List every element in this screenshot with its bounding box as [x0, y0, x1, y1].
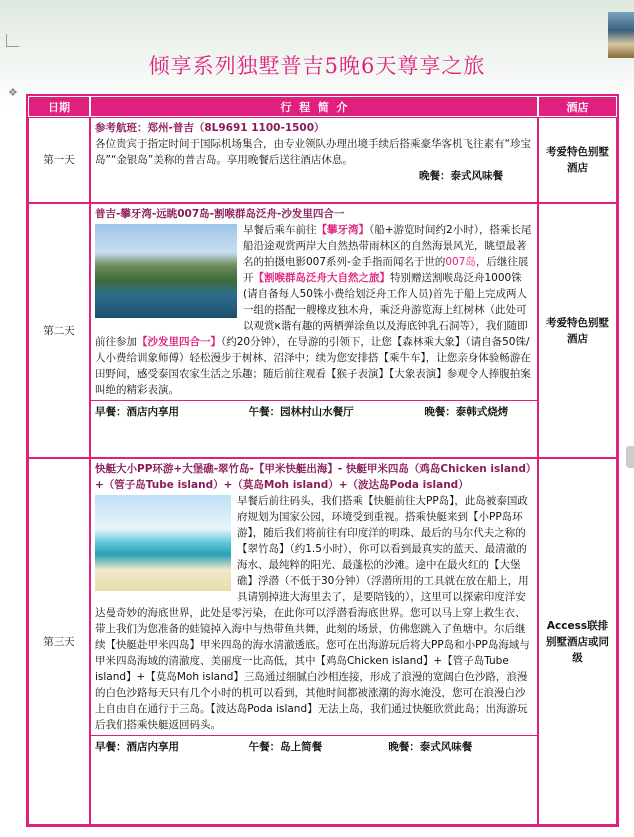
table-header-row — [28, 96, 617, 117]
corner-crop-mark — [6, 34, 19, 47]
column-header-day: 日期 — [28, 96, 90, 117]
day-itinerary — [90, 458, 538, 825]
breakfast: 早餐：酒店内享用 — [95, 406, 179, 418]
column-header-itinerary: 行 程 简 介 — [90, 96, 538, 117]
day-description: 早餐后前往码头，我们搭乘【快艇前往大PP岛】，此岛被泰国政府规划为国家公园，环境受到重视。搭乘快艇来到【小PP岛环游】，随后我们将前往有印度洋的明珠、最后的马尔代夫之称的【翠竹岛】（约1.5小时），你可以看到最真实的蓝天、最清澈的海水、最纯粹的阳光、最蓬松的沙滩。途中在最火红的【大堡礁】浮潜（不低于30分钟）（浮潜所用的工具就在放在船上，用具请别掉进大海里去了，是要陪钱的），这里可以探索印度洋安达曼奇妙的海底世界，此处是零污染，在此你可以浮潜看海底世界。您可以马上穿上救生衣、带上我们为您准备的蛙镜掉入海中与热带鱼共舞，此刻的场景，仿佛您跳入了鱼塘中。尔后继续【快艇赴甲米四岛】甲米四岛的海水清澈透底。您可在出海游玩后将大PP岛和小PP岛海域与甲米四岛海域的清澈度、美丽度一比高低，其中【鸡岛Chicken island】+【管子岛Tube island】+【莫岛Moh island】三岛通过细腻白沙相连接，形成了浪漫的宽阔白色沙路，浪漫的白色沙路每天只有几个小时的机可以看到，其他时间都被涨潮的海水淹没，您可在浪漫白沙上自由自在通行于三岛。【波达岛Poda island】无法上岛，我们通过快艇欣赏此岛；出海游玩后我们搭乘快艇返回码头。 — [95, 495, 530, 731]
dinner: 晚餐：泰韩式烧烤 — [424, 406, 509, 418]
scroll-handle[interactable] — [626, 446, 634, 468]
day-route: 参考航班：郑州-普吉（8L9691 1100-1500） — [95, 122, 325, 134]
breakfast: 早餐：酒店内享用 — [95, 741, 179, 753]
table-row — [28, 117, 617, 203]
day-meals — [91, 735, 537, 762]
day-itinerary — [90, 117, 538, 203]
sparkle-icon: ❖ — [8, 86, 18, 99]
day-route: 快艇大小PP环游+大堡礁-翠竹岛-【甲米快艇出海】- 快艇甲米四岛（鸡岛Chicken island）+（管子岛Tube island）+（莫岛Moh island）+（波达岛Poda island） — [95, 463, 532, 491]
day-hotel: 考爱特色别墅酒店 — [538, 117, 617, 203]
day-label: 第三天 — [28, 458, 90, 825]
day-itinerary — [90, 203, 538, 458]
day-label: 第二天 — [28, 203, 90, 458]
day-description: 各位贵宾于指定时间于国际机场集合，由专业领队办理出境手续后搭乘豪华客机飞往素有“珍宝岛”“金银岛”美称的普吉岛。享用晚餐后送往酒店休息。 — [95, 138, 531, 166]
lunch: 午餐：园林村山水餐厅 — [248, 406, 354, 418]
table-row — [28, 458, 617, 825]
day-hotel: 考爱特色别墅酒店 — [538, 203, 617, 458]
day-label: 第一天 — [28, 117, 90, 203]
day-hotel: Access联排别墅酒店或同级 — [538, 458, 617, 825]
krabi-beach-photo — [95, 495, 231, 591]
day-description: 早餐后乘车前往【攀牙湾】（船+游览时间约2小时），搭乘长尾船沿途观赏两岸大自然热带雨林区的自然海景风光，眺望最著名的拍摄电影007系列-金手指而闻名于世的007岛，后继往展开【割喉群岛泛舟大自然之旅】特别赠送割喉岛泛舟1000铢(请自备每人50铢小费给划泛舟工作人员)首先于船上完成两人一组的搭配一艘橡皮独木舟，乘泛舟游览海上红树林（此处可以观赏к谐有趣的两栖弹涂鱼以及海底钟乳石洞等），我们随即前往参加【沙发里四合一】（约20分钟），在导游的引领下，让您【森林乘大象】（请自备50铢/人小费给训象师傅）轻松漫步于树林、沼泽中；续为您安排搭【乘牛车】，让您亲身体验畅游在田野间，感受泰国农家生活之乐趣；随后前往观看【猴子表演】【大象表演】参观令人捧腹拍案叫绝的精彩表演。 — [95, 224, 532, 396]
page-title: 倾享系列独墅普吉5晚6天尊享之旅 — [148, 54, 486, 78]
column-header-hotel: 酒店 — [538, 96, 617, 117]
dinner: 晚餐：泰式风味餐 — [388, 741, 473, 753]
itinerary-table — [26, 94, 619, 827]
day-meals — [91, 400, 537, 427]
lunch: 午餐：岛上简餐 — [248, 741, 323, 753]
day-meal: 晚餐：泰式风味餐 — [419, 170, 503, 182]
day-route: 普吉-攀牙湾-远眺007岛-割喉群岛泛舟-沙发里四合一 — [95, 208, 345, 220]
phang-nga-bay-photo — [95, 224, 237, 318]
table-row — [28, 203, 617, 458]
